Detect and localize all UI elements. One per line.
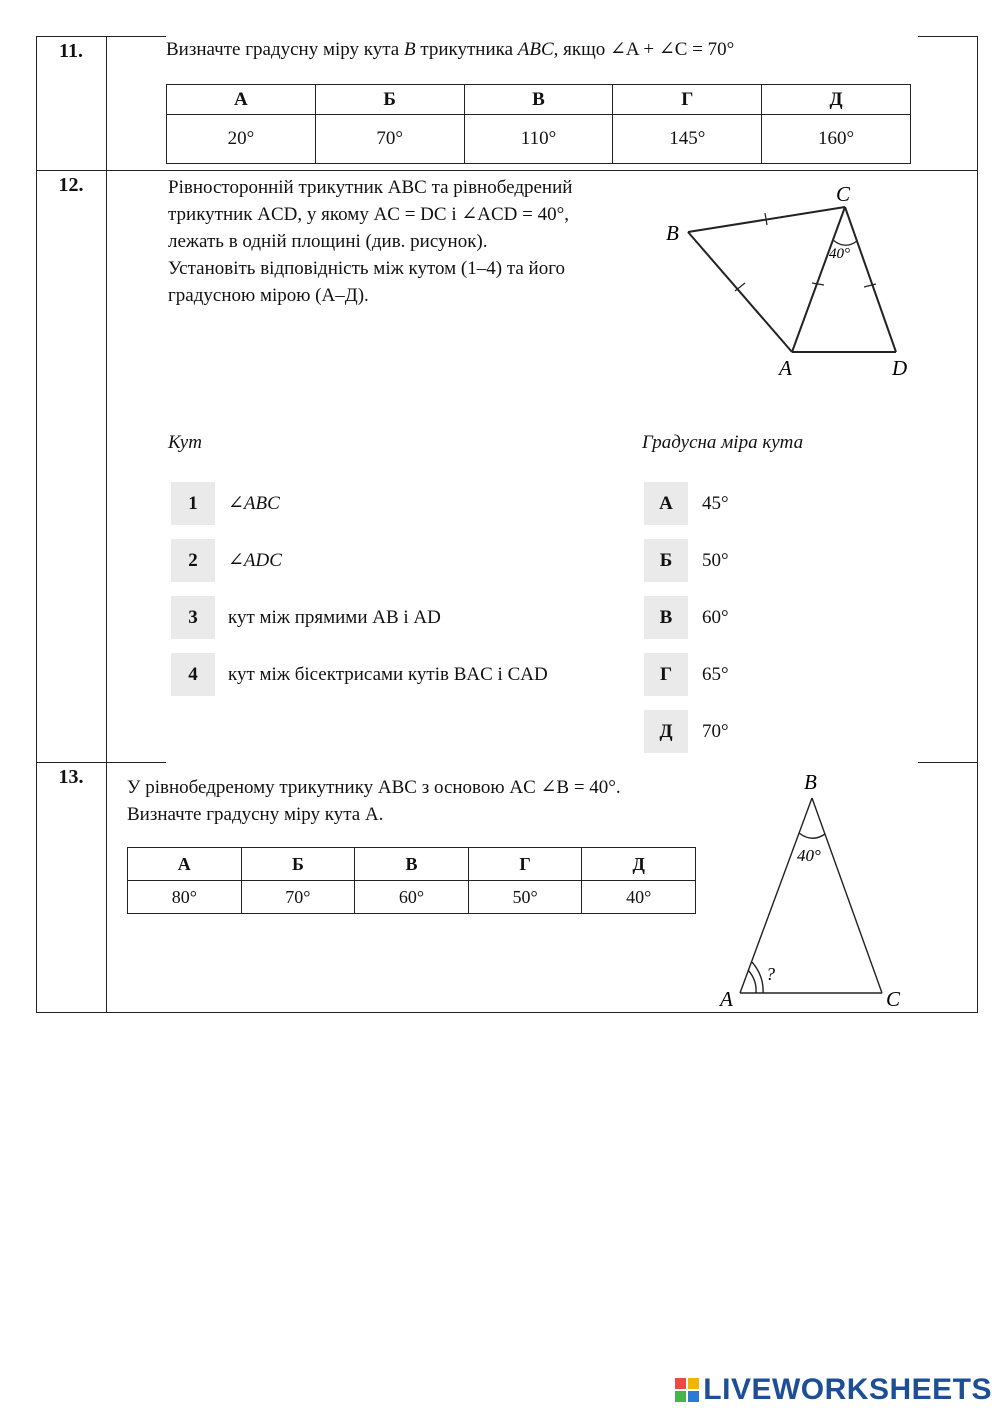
answer-header: Д	[582, 848, 696, 881]
side-bc	[812, 798, 882, 993]
problem-12-number: 12.	[58, 174, 84, 196]
answer-cell[interactable]: 145°	[613, 115, 762, 164]
answer-cell[interactable]: 160°	[762, 115, 911, 164]
angle-arc-b	[799, 833, 825, 838]
prompt-line: Установіть відповідність між кутом (1–4) та його	[168, 258, 566, 279]
option-key-v[interactable]: В	[644, 596, 688, 639]
logo-mark-icon	[675, 1378, 699, 1402]
logo-square	[688, 1391, 699, 1402]
answer-header: В	[464, 85, 613, 115]
item-text-2: ∠ADC	[228, 550, 282, 571]
answer-header: Г	[613, 85, 762, 115]
prompt-text: трикутника	[415, 39, 518, 60]
answer-cell[interactable]: 80°	[128, 881, 242, 914]
unknown-angle-label: ?	[766, 964, 775, 984]
prompt-line: градусною мірою (А–Д).	[168, 285, 369, 306]
prompt-line: трикутник ACD, у якому AC = DC і ∠ACD = 40°,	[168, 204, 569, 225]
logo-square	[675, 1378, 686, 1389]
answer-cell[interactable]: 70°	[315, 115, 464, 164]
option-key-a[interactable]: А	[644, 482, 688, 525]
point-label-b: B	[666, 221, 679, 245]
prompt-line: Рівносторонній трикутник ABC та рівнобедрений	[168, 177, 573, 198]
problem-11-number: 11.	[59, 40, 83, 62]
prompt-var: B	[403, 39, 416, 60]
prompt-line: У рівнобедреному трикутнику ABC з основою AC ∠B = 40°.	[127, 777, 621, 798]
option-key-g[interactable]: Г	[644, 653, 688, 696]
answer-header: А	[167, 85, 316, 115]
answer-header: В	[355, 848, 469, 881]
logo-text: LIVEWORKSHEETS	[703, 1373, 992, 1406]
logo-square	[675, 1391, 686, 1402]
angle-label: 40°	[829, 246, 850, 262]
answer-header: А	[128, 848, 242, 881]
item-text-3: кут між прямими AB і AD	[228, 607, 441, 628]
option-key-d[interactable]: Д	[644, 710, 688, 753]
angle-arc-a	[748, 970, 756, 993]
column-heading-measure: Градусна міра кута	[642, 432, 804, 453]
answer-cell[interactable]: 40°	[582, 881, 696, 914]
option-value-b: 50°	[702, 550, 729, 571]
item-key-3: 3	[171, 596, 215, 639]
option-key-b[interactable]: Б	[644, 539, 688, 582]
option-value-g: 65°	[702, 664, 729, 685]
option-value-a: 45°	[702, 493, 729, 514]
column-heading-angle: Кут	[168, 432, 202, 453]
prompt-line: лежать в одній площині (див. рисунок).	[168, 231, 488, 252]
answer-header: Б	[241, 848, 355, 881]
point-label-c: C	[886, 987, 901, 1011]
logo-square	[688, 1378, 699, 1389]
point-label-c: C	[836, 182, 851, 206]
answer-header: Д	[762, 85, 911, 115]
point-label-a: A	[720, 987, 733, 1011]
answer-cell[interactable]: 60°	[355, 881, 469, 914]
prompt-var: ABC	[517, 39, 554, 60]
option-value-v: 60°	[702, 607, 729, 628]
point-label-a: A	[779, 356, 792, 380]
answer-cell[interactable]: 50°	[468, 881, 582, 914]
answer-cell[interactable]: 110°	[464, 115, 613, 164]
prompt-line: Визначте градусну міру кута A.	[127, 804, 384, 825]
side-ab	[740, 798, 812, 993]
prompt-text: , якщо ∠A + ∠C = 70°	[553, 39, 735, 60]
item-text-4: кут між бісектрисами кутів BAC і CAD	[228, 664, 548, 685]
point-label-d: D	[892, 356, 908, 380]
answer-header: Г	[468, 848, 582, 881]
point-label-b: B	[804, 770, 817, 794]
answer-cell[interactable]: 20°	[167, 115, 316, 164]
option-value-d: 70°	[702, 721, 729, 742]
problem-13-number: 13.	[58, 766, 84, 788]
item-key-1: 1	[171, 482, 215, 525]
answer-cell[interactable]: 70°	[241, 881, 355, 914]
angle-label: 40°	[797, 846, 821, 865]
item-text-1: ∠ABC	[228, 493, 280, 514]
item-key-2: 2	[171, 539, 215, 582]
liveworksheets-logo	[675, 1373, 992, 1407]
answer-header: Б	[315, 85, 464, 115]
item-key-4: 4	[171, 653, 215, 696]
prompt-text: Визначте градусну міру кута	[166, 39, 404, 60]
